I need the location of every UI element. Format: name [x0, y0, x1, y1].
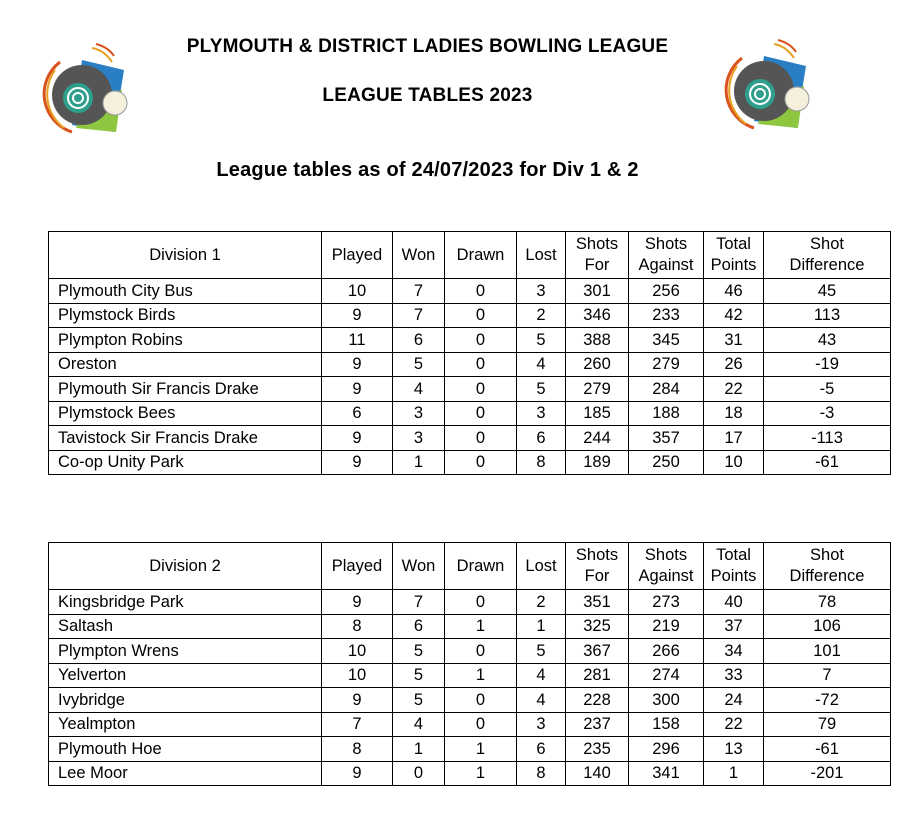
shots-for-cell: 185	[566, 401, 629, 426]
shots-for-cell: 281	[566, 663, 629, 688]
col-won: Won	[393, 232, 445, 279]
shot-difference-cell: -61	[764, 737, 891, 762]
table-row	[49, 737, 891, 762]
shots-against-cell: 284	[629, 377, 704, 402]
lost-cell: 4	[517, 688, 566, 713]
shots-for-cell: 388	[566, 328, 629, 353]
played-cell: 9	[322, 352, 393, 377]
won-cell: 5	[393, 639, 445, 664]
won-cell: 7	[393, 590, 445, 615]
shot-difference-cell: -113	[764, 426, 891, 451]
drawn-cell: 0	[445, 712, 517, 737]
shots-for-cell: 228	[566, 688, 629, 713]
total-points-cell: 34	[704, 639, 764, 664]
shots-for-cell: 244	[566, 426, 629, 451]
team-name-cell: Saltash	[49, 614, 322, 639]
total-points-cell: 46	[704, 279, 764, 304]
team-name-cell: Plympton Wrens	[49, 639, 322, 664]
shot-difference-cell: 106	[764, 614, 891, 639]
played-cell: 9	[322, 590, 393, 615]
table-row	[49, 712, 891, 737]
total-points-cell: 33	[704, 663, 764, 688]
shots-for-cell: 235	[566, 737, 629, 762]
col-lost: Lost	[517, 543, 566, 590]
played-cell: 9	[322, 377, 393, 402]
drawn-cell: 0	[445, 377, 517, 402]
shots-for-cell: 301	[566, 279, 629, 304]
lost-cell: 8	[517, 450, 566, 475]
table-header-row	[49, 543, 891, 590]
col-shots-against: Shots Against	[629, 232, 704, 279]
team-name-cell: Yealmpton	[49, 712, 322, 737]
total-points-cell: 40	[704, 590, 764, 615]
lost-cell: 5	[517, 377, 566, 402]
shots-against-cell: 256	[629, 279, 704, 304]
won-cell: 6	[393, 614, 445, 639]
table-row	[49, 450, 891, 475]
won-cell: 4	[393, 712, 445, 737]
shot-difference-cell: 113	[764, 303, 891, 328]
team-name-cell: Yelverton	[49, 663, 322, 688]
shots-against-cell: 158	[629, 712, 704, 737]
team-name-cell: Tavistock Sir Francis Drake	[49, 426, 322, 451]
lost-cell: 8	[517, 761, 566, 786]
played-cell: 10	[322, 639, 393, 664]
shot-difference-cell: -72	[764, 688, 891, 713]
lost-cell: 3	[517, 279, 566, 304]
shots-against-cell: 296	[629, 737, 704, 762]
col-shot-difference: Shot Difference	[764, 232, 891, 279]
table-row	[49, 377, 891, 402]
col-shot-difference: Shot Difference	[764, 543, 891, 590]
col-shots-for: Shots For	[566, 543, 629, 590]
drawn-cell: 1	[445, 761, 517, 786]
drawn-cell: 0	[445, 426, 517, 451]
date-line: League tables as of 24/07/2023 for Div 1 & 2	[216, 159, 639, 181]
shot-difference-cell: -5	[764, 377, 891, 402]
shot-difference-cell: 101	[764, 639, 891, 664]
shots-against-cell: 279	[629, 352, 704, 377]
played-cell: 8	[322, 614, 393, 639]
played-cell: 10	[322, 663, 393, 688]
shots-against-cell: 266	[629, 639, 704, 664]
lost-cell: 4	[517, 663, 566, 688]
won-cell: 6	[393, 328, 445, 353]
table-row	[49, 663, 891, 688]
played-cell: 9	[322, 688, 393, 713]
shots-for-cell: 237	[566, 712, 629, 737]
team-name-cell: Lee Moor	[49, 761, 322, 786]
lost-cell: 4	[517, 352, 566, 377]
table-row	[49, 279, 891, 304]
lost-cell: 5	[517, 639, 566, 664]
lost-cell: 3	[517, 712, 566, 737]
col-won: Won	[393, 543, 445, 590]
played-cell: 10	[322, 279, 393, 304]
drawn-cell: 0	[445, 688, 517, 713]
table-row	[49, 352, 891, 377]
division-1-table	[48, 231, 891, 475]
shot-difference-cell: -201	[764, 761, 891, 786]
table-header-row	[49, 232, 891, 279]
team-name-cell: Plymstock Birds	[49, 303, 322, 328]
table-row	[49, 639, 891, 664]
page-subtitle: LEAGUE TABLES 2023	[322, 85, 533, 106]
col-drawn: Drawn	[445, 543, 517, 590]
won-cell: 3	[393, 426, 445, 451]
col-lost: Lost	[517, 232, 566, 279]
col-total-points: Total Points	[704, 543, 764, 590]
team-name-cell: Plymouth City Bus	[49, 279, 322, 304]
total-points-cell: 37	[704, 614, 764, 639]
shots-for-cell: 346	[566, 303, 629, 328]
col-total-points: Total Points	[704, 232, 764, 279]
won-cell: 5	[393, 663, 445, 688]
lost-cell: 6	[517, 426, 566, 451]
won-cell: 7	[393, 303, 445, 328]
team-name-cell: Plymstock Bees	[49, 401, 322, 426]
lost-cell: 2	[517, 590, 566, 615]
total-points-cell: 24	[704, 688, 764, 713]
shots-against-cell: 274	[629, 663, 704, 688]
drawn-cell: 0	[445, 401, 517, 426]
total-points-cell: 22	[704, 712, 764, 737]
table-row	[49, 614, 891, 639]
drawn-cell: 0	[445, 590, 517, 615]
played-cell: 8	[322, 737, 393, 762]
won-cell: 0	[393, 761, 445, 786]
drawn-cell: 0	[445, 303, 517, 328]
shots-against-cell: 357	[629, 426, 704, 451]
played-cell: 6	[322, 401, 393, 426]
shots-for-cell: 260	[566, 352, 629, 377]
division-name: Division 1	[49, 232, 322, 279]
total-points-cell: 17	[704, 426, 764, 451]
drawn-cell: 0	[445, 352, 517, 377]
shots-against-cell: 188	[629, 401, 704, 426]
division-name: Division 2	[49, 543, 322, 590]
won-cell: 1	[393, 737, 445, 762]
total-points-cell: 18	[704, 401, 764, 426]
lost-cell: 5	[517, 328, 566, 353]
division-2-rows	[49, 590, 891, 786]
shots-against-cell: 345	[629, 328, 704, 353]
table-row	[49, 590, 891, 615]
team-name-cell: Plympton Robins	[49, 328, 322, 353]
shot-difference-cell: 45	[764, 279, 891, 304]
drawn-cell: 1	[445, 737, 517, 762]
col-played: Played	[322, 543, 393, 590]
page-title: PLYMOUTH & DISTRICT LADIES BOWLING LEAGUE	[186, 36, 669, 57]
shots-against-cell: 233	[629, 303, 704, 328]
team-name-cell: Plymouth Hoe	[49, 737, 322, 762]
team-name-cell: Co-op Unity Park	[49, 450, 322, 475]
table-row	[49, 761, 891, 786]
col-drawn: Drawn	[445, 232, 517, 279]
played-cell: 11	[322, 328, 393, 353]
shot-difference-cell: 7	[764, 663, 891, 688]
won-cell: 5	[393, 688, 445, 713]
shot-difference-cell: 79	[764, 712, 891, 737]
table-row	[49, 426, 891, 451]
shots-for-cell: 325	[566, 614, 629, 639]
total-points-cell: 22	[704, 377, 764, 402]
won-cell: 3	[393, 401, 445, 426]
shots-against-cell: 300	[629, 688, 704, 713]
lost-cell: 6	[517, 737, 566, 762]
won-cell: 7	[393, 279, 445, 304]
col-shots-for: Shots For	[566, 232, 629, 279]
division-2-table	[48, 542, 891, 786]
total-points-cell: 13	[704, 737, 764, 762]
shots-for-cell: 189	[566, 450, 629, 475]
col-played: Played	[322, 232, 393, 279]
team-name-cell: Ivybridge	[49, 688, 322, 713]
played-cell: 7	[322, 712, 393, 737]
lost-cell: 3	[517, 401, 566, 426]
shots-against-cell: 341	[629, 761, 704, 786]
division-1-rows	[49, 279, 891, 475]
shots-against-cell: 250	[629, 450, 704, 475]
table-row	[49, 688, 891, 713]
shots-for-cell: 367	[566, 639, 629, 664]
shot-difference-cell: -61	[764, 450, 891, 475]
shot-difference-cell: 43	[764, 328, 891, 353]
played-cell: 9	[322, 761, 393, 786]
won-cell: 4	[393, 377, 445, 402]
shots-against-cell: 219	[629, 614, 704, 639]
drawn-cell: 0	[445, 639, 517, 664]
drawn-cell: 1	[445, 614, 517, 639]
shots-for-cell: 140	[566, 761, 629, 786]
drawn-cell: 1	[445, 663, 517, 688]
shots-for-cell: 351	[566, 590, 629, 615]
played-cell: 9	[322, 450, 393, 475]
drawn-cell: 0	[445, 328, 517, 353]
shots-against-cell: 273	[629, 590, 704, 615]
shot-difference-cell: -3	[764, 401, 891, 426]
total-points-cell: 42	[704, 303, 764, 328]
table-row	[49, 401, 891, 426]
shots-for-cell: 279	[566, 377, 629, 402]
lost-cell: 1	[517, 614, 566, 639]
team-name-cell: Plymouth Sir Francis Drake	[49, 377, 322, 402]
drawn-cell: 0	[445, 279, 517, 304]
team-name-cell: Oreston	[49, 352, 322, 377]
total-points-cell: 10	[704, 450, 764, 475]
total-points-cell: 31	[704, 328, 764, 353]
won-cell: 5	[393, 352, 445, 377]
table-row	[49, 303, 891, 328]
drawn-cell: 0	[445, 450, 517, 475]
table-row	[49, 328, 891, 353]
team-name-cell: Kingsbridge Park	[49, 590, 322, 615]
shot-difference-cell: -19	[764, 352, 891, 377]
total-points-cell: 26	[704, 352, 764, 377]
played-cell: 9	[322, 303, 393, 328]
won-cell: 1	[393, 450, 445, 475]
total-points-cell: 1	[704, 761, 764, 786]
played-cell: 9	[322, 426, 393, 451]
shot-difference-cell: 78	[764, 590, 891, 615]
lost-cell: 2	[517, 303, 566, 328]
col-shots-against: Shots Against	[629, 543, 704, 590]
